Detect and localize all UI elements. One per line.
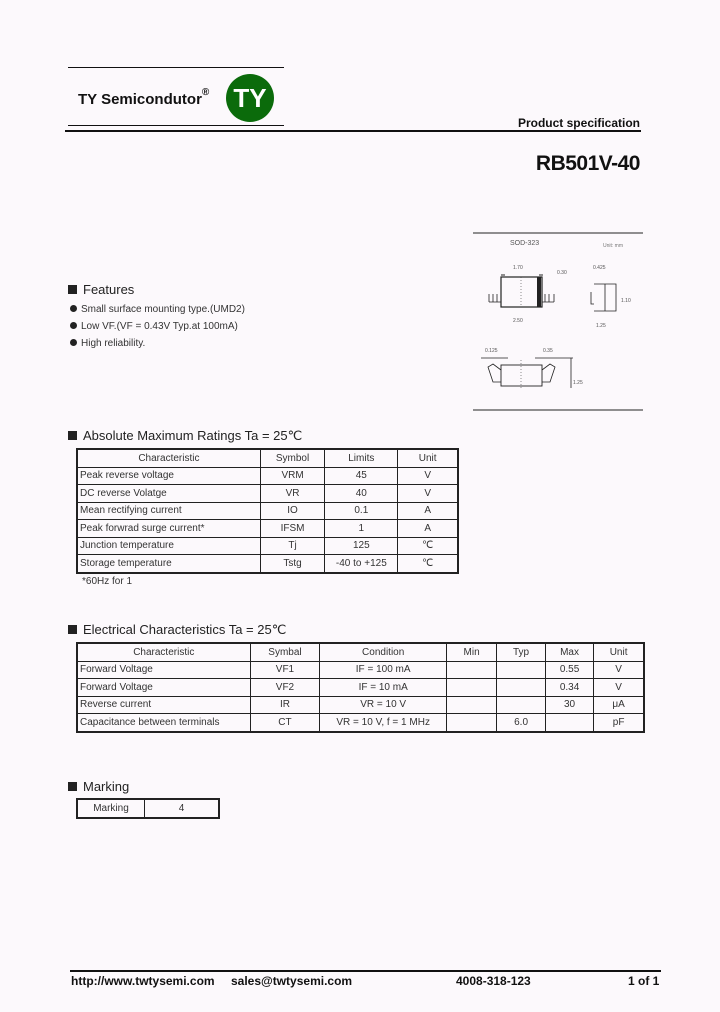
dim-label: 0.125 bbox=[485, 348, 498, 354]
table-row bbox=[77, 696, 644, 714]
table-cell: VR = 10 V, f = 1 MHz bbox=[320, 714, 447, 732]
marking-label: Marking bbox=[77, 799, 145, 818]
table-cell: A bbox=[398, 502, 458, 520]
dim-label: 1.70 bbox=[513, 265, 523, 271]
marking-value: 4 bbox=[145, 799, 220, 818]
table-row bbox=[77, 485, 458, 503]
company-logo: TY bbox=[226, 74, 274, 122]
row-label: Forward Voltage bbox=[77, 661, 250, 679]
table-cell: μA bbox=[594, 696, 644, 714]
footer-page: 1 of 1 bbox=[628, 974, 660, 988]
feature-text: High reliability. bbox=[81, 338, 146, 349]
table-cell: IFSM bbox=[260, 520, 324, 538]
row-label: Mean rectifying current bbox=[77, 502, 260, 520]
package-units: Unit: mm bbox=[603, 243, 623, 249]
row-label: Peak forwrad surge current* bbox=[77, 520, 260, 538]
column-header: Symbal bbox=[250, 643, 320, 661]
table-cell: VF2 bbox=[250, 679, 320, 697]
product-specification-label: Product specification bbox=[517, 116, 640, 130]
row-label: DC reverse Volatge bbox=[77, 485, 260, 503]
table-cell: 0.34 bbox=[545, 679, 593, 697]
table-cell: V bbox=[594, 679, 644, 697]
company-name bbox=[78, 87, 210, 108]
header-bottom-rule bbox=[68, 125, 284, 126]
table-cell: VR bbox=[260, 485, 324, 503]
section-bullet-icon bbox=[68, 285, 77, 294]
row-label: Capacitance between terminals bbox=[77, 714, 250, 732]
footer-rule bbox=[70, 970, 661, 972]
footer-email[interactable]: sales@twtysemi.com bbox=[231, 974, 353, 988]
feature-text: Small surface mounting type.(UMD2) bbox=[81, 304, 245, 315]
abs-max-heading bbox=[68, 428, 302, 444]
table-cell: V bbox=[398, 467, 458, 485]
table-cell: 1 bbox=[325, 520, 398, 538]
table-cell bbox=[497, 661, 546, 679]
table-row bbox=[77, 467, 458, 485]
package-outline-diagram bbox=[473, 232, 643, 412]
table-cell: V bbox=[594, 661, 644, 679]
column-header: Characteristic bbox=[77, 449, 260, 467]
row-label: Forward Voltage bbox=[77, 679, 250, 697]
table-cell: IO bbox=[260, 502, 324, 520]
column-header: Min bbox=[446, 643, 496, 661]
section-bullet-icon bbox=[68, 431, 77, 440]
table-cell: Tj bbox=[260, 537, 324, 555]
table-cell: A bbox=[398, 520, 458, 538]
column-header: Max bbox=[545, 643, 593, 661]
table-cell: Tstg bbox=[260, 555, 324, 573]
column-header: Unit bbox=[594, 643, 644, 661]
table-cell bbox=[446, 679, 496, 697]
package-title: SOD-323 bbox=[510, 240, 540, 247]
package-drawing bbox=[473, 232, 643, 412]
section-bullet-icon bbox=[68, 625, 77, 634]
table-cell: CT bbox=[250, 714, 320, 732]
table-cell: 45 bbox=[325, 467, 398, 485]
dim-label: 0.30 bbox=[557, 270, 567, 276]
table-cell bbox=[497, 696, 546, 714]
feature-item bbox=[70, 304, 245, 315]
bullet-icon bbox=[70, 305, 77, 312]
column-header: Symbol bbox=[260, 449, 324, 467]
table-cell: 30 bbox=[545, 696, 593, 714]
feature-item bbox=[70, 338, 145, 349]
table-cell: 125 bbox=[325, 537, 398, 555]
table-cell: 6.0 bbox=[497, 714, 546, 732]
dim-label: 1.10 bbox=[621, 298, 631, 304]
table-cell bbox=[446, 661, 496, 679]
table-cell: IF = 100 mA bbox=[320, 661, 447, 679]
table-row bbox=[77, 537, 458, 555]
table-row bbox=[77, 555, 458, 573]
row-label: Storage temperature bbox=[77, 555, 260, 573]
table-cell: pF bbox=[594, 714, 644, 732]
row-label: Peak reverse voltage bbox=[77, 467, 260, 485]
column-header: Characteristic bbox=[77, 643, 250, 661]
footer-phone: 4008-318-123 bbox=[456, 974, 531, 988]
feature-text: Low VF.(VF = 0.43V Typ.at 100mA) bbox=[81, 321, 238, 332]
header-thick-rule bbox=[65, 130, 641, 132]
dim-label: 0.35 bbox=[543, 348, 553, 354]
table-cell: V bbox=[398, 485, 458, 503]
column-header: Unit bbox=[398, 449, 458, 467]
table-row bbox=[77, 661, 644, 679]
table-cell bbox=[497, 679, 546, 697]
elec-title: Electrical Characteristics Ta = 25℃ bbox=[83, 622, 287, 637]
table-header-row bbox=[77, 643, 644, 661]
footer-website[interactable]: http://www.twtysemi.com bbox=[71, 974, 215, 988]
table-cell: IF = 10 mA bbox=[320, 679, 447, 697]
row-label: Reverse current bbox=[77, 696, 250, 714]
header-top-rule bbox=[68, 67, 284, 68]
table-cell bbox=[446, 696, 496, 714]
abs-max-table bbox=[76, 448, 459, 574]
feature-item bbox=[70, 321, 238, 332]
column-header: Limits bbox=[325, 449, 398, 467]
table-row bbox=[77, 799, 219, 818]
table-header-row bbox=[77, 449, 458, 467]
marking-title: Marking bbox=[83, 779, 130, 794]
row-label: Junction temperature bbox=[77, 537, 260, 555]
table-row bbox=[77, 679, 644, 697]
table-cell: VR = 10 V bbox=[320, 696, 447, 714]
table-cell: 0.1 bbox=[325, 502, 398, 520]
table-cell bbox=[545, 714, 593, 732]
dim-label: 2.50 bbox=[513, 318, 523, 324]
table-cell: ℃ bbox=[398, 537, 458, 555]
table-cell: 40 bbox=[325, 485, 398, 503]
part-number: RB501V-40 bbox=[535, 152, 640, 175]
elec-heading bbox=[68, 622, 286, 638]
dim-label: 0.425 bbox=[593, 265, 606, 271]
abs-max-title: Absolute Maximum Ratings Ta = 25℃ bbox=[83, 428, 303, 443]
section-bullet-icon bbox=[68, 782, 77, 791]
electrical-table bbox=[76, 642, 645, 733]
bullet-icon bbox=[70, 322, 77, 329]
table-cell: 0.55 bbox=[545, 661, 593, 679]
column-header: Condition bbox=[320, 643, 447, 661]
dim-label: 1.25 bbox=[596, 323, 606, 329]
bullet-icon bbox=[70, 339, 77, 346]
table-cell: ℃ bbox=[398, 555, 458, 573]
features-heading bbox=[68, 282, 134, 297]
table-cell: -40 to +125 bbox=[325, 555, 398, 573]
features-title: Features bbox=[83, 282, 135, 297]
table-cell: VF1 bbox=[250, 661, 320, 679]
table-cell: VRM bbox=[260, 467, 324, 485]
registered-mark: ® bbox=[201, 87, 210, 98]
column-header: Typ bbox=[497, 643, 546, 661]
table-row bbox=[77, 714, 644, 732]
table-row bbox=[77, 520, 458, 538]
marking-heading bbox=[68, 779, 129, 794]
table-cell: IR bbox=[250, 696, 320, 714]
company-name-text: TY Semicondutor bbox=[78, 91, 202, 108]
dim-label: 1.25 bbox=[573, 380, 583, 386]
marking-table bbox=[76, 798, 220, 819]
table-cell bbox=[446, 714, 496, 732]
table-row bbox=[77, 502, 458, 520]
abs-max-footnote: *60Hz for 1 bbox=[82, 576, 133, 587]
